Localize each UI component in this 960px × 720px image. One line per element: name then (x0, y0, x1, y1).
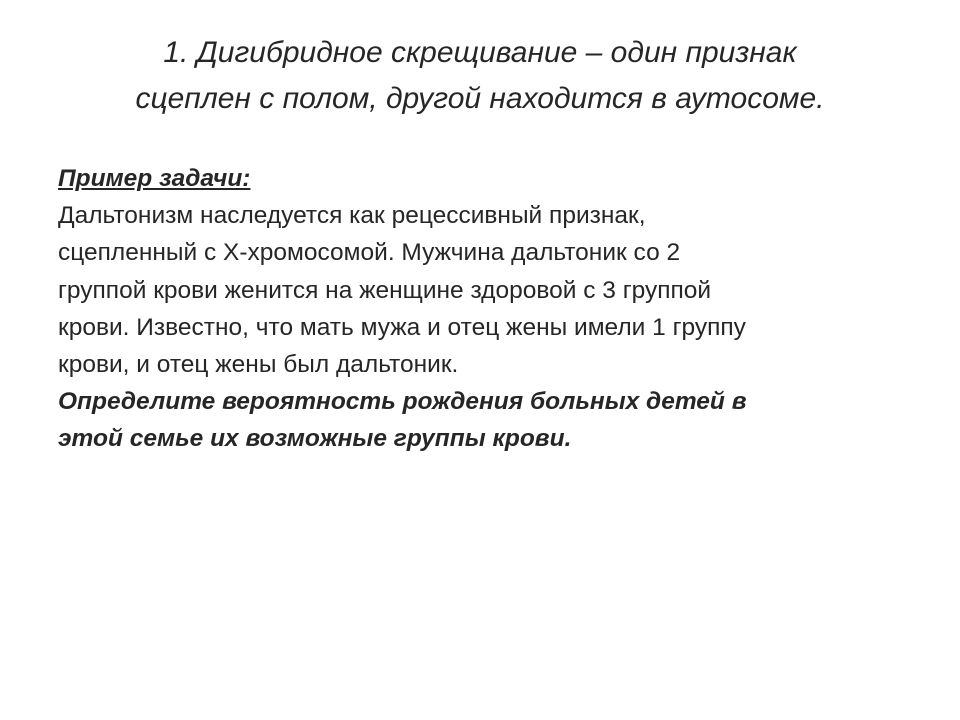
question-line-1: Определите вероятность рождения больных детей в (58, 388, 747, 416)
slide-body (58, 160, 918, 458)
example-heading: Пример задачи: (58, 165, 251, 192)
problem-line-4: крови. Известно, что мать мужа и отец жены имели 1 группу (58, 313, 746, 341)
title-line-2: сцеплен с полом, другой находится в аутосоме. (135, 82, 825, 115)
question-line-2: этой семье их возможные группы крови. (58, 425, 572, 453)
problem-line-1: Дальтонизм наследуется как рецессивный признак, (58, 202, 646, 230)
problem-line-5: крови, и отец жены был дальтоник. (58, 351, 459, 379)
title-line-1: 1. Дигибридное скрещивание – один признак (163, 36, 797, 69)
slide-title (60, 30, 900, 122)
problem-line-3: группой крови женится на женщине здоровой с 3 группой (58, 276, 712, 304)
problem-line-2: сцепленный с Х-хромосомой. Мужчина дальтоник со 2 (58, 239, 681, 267)
